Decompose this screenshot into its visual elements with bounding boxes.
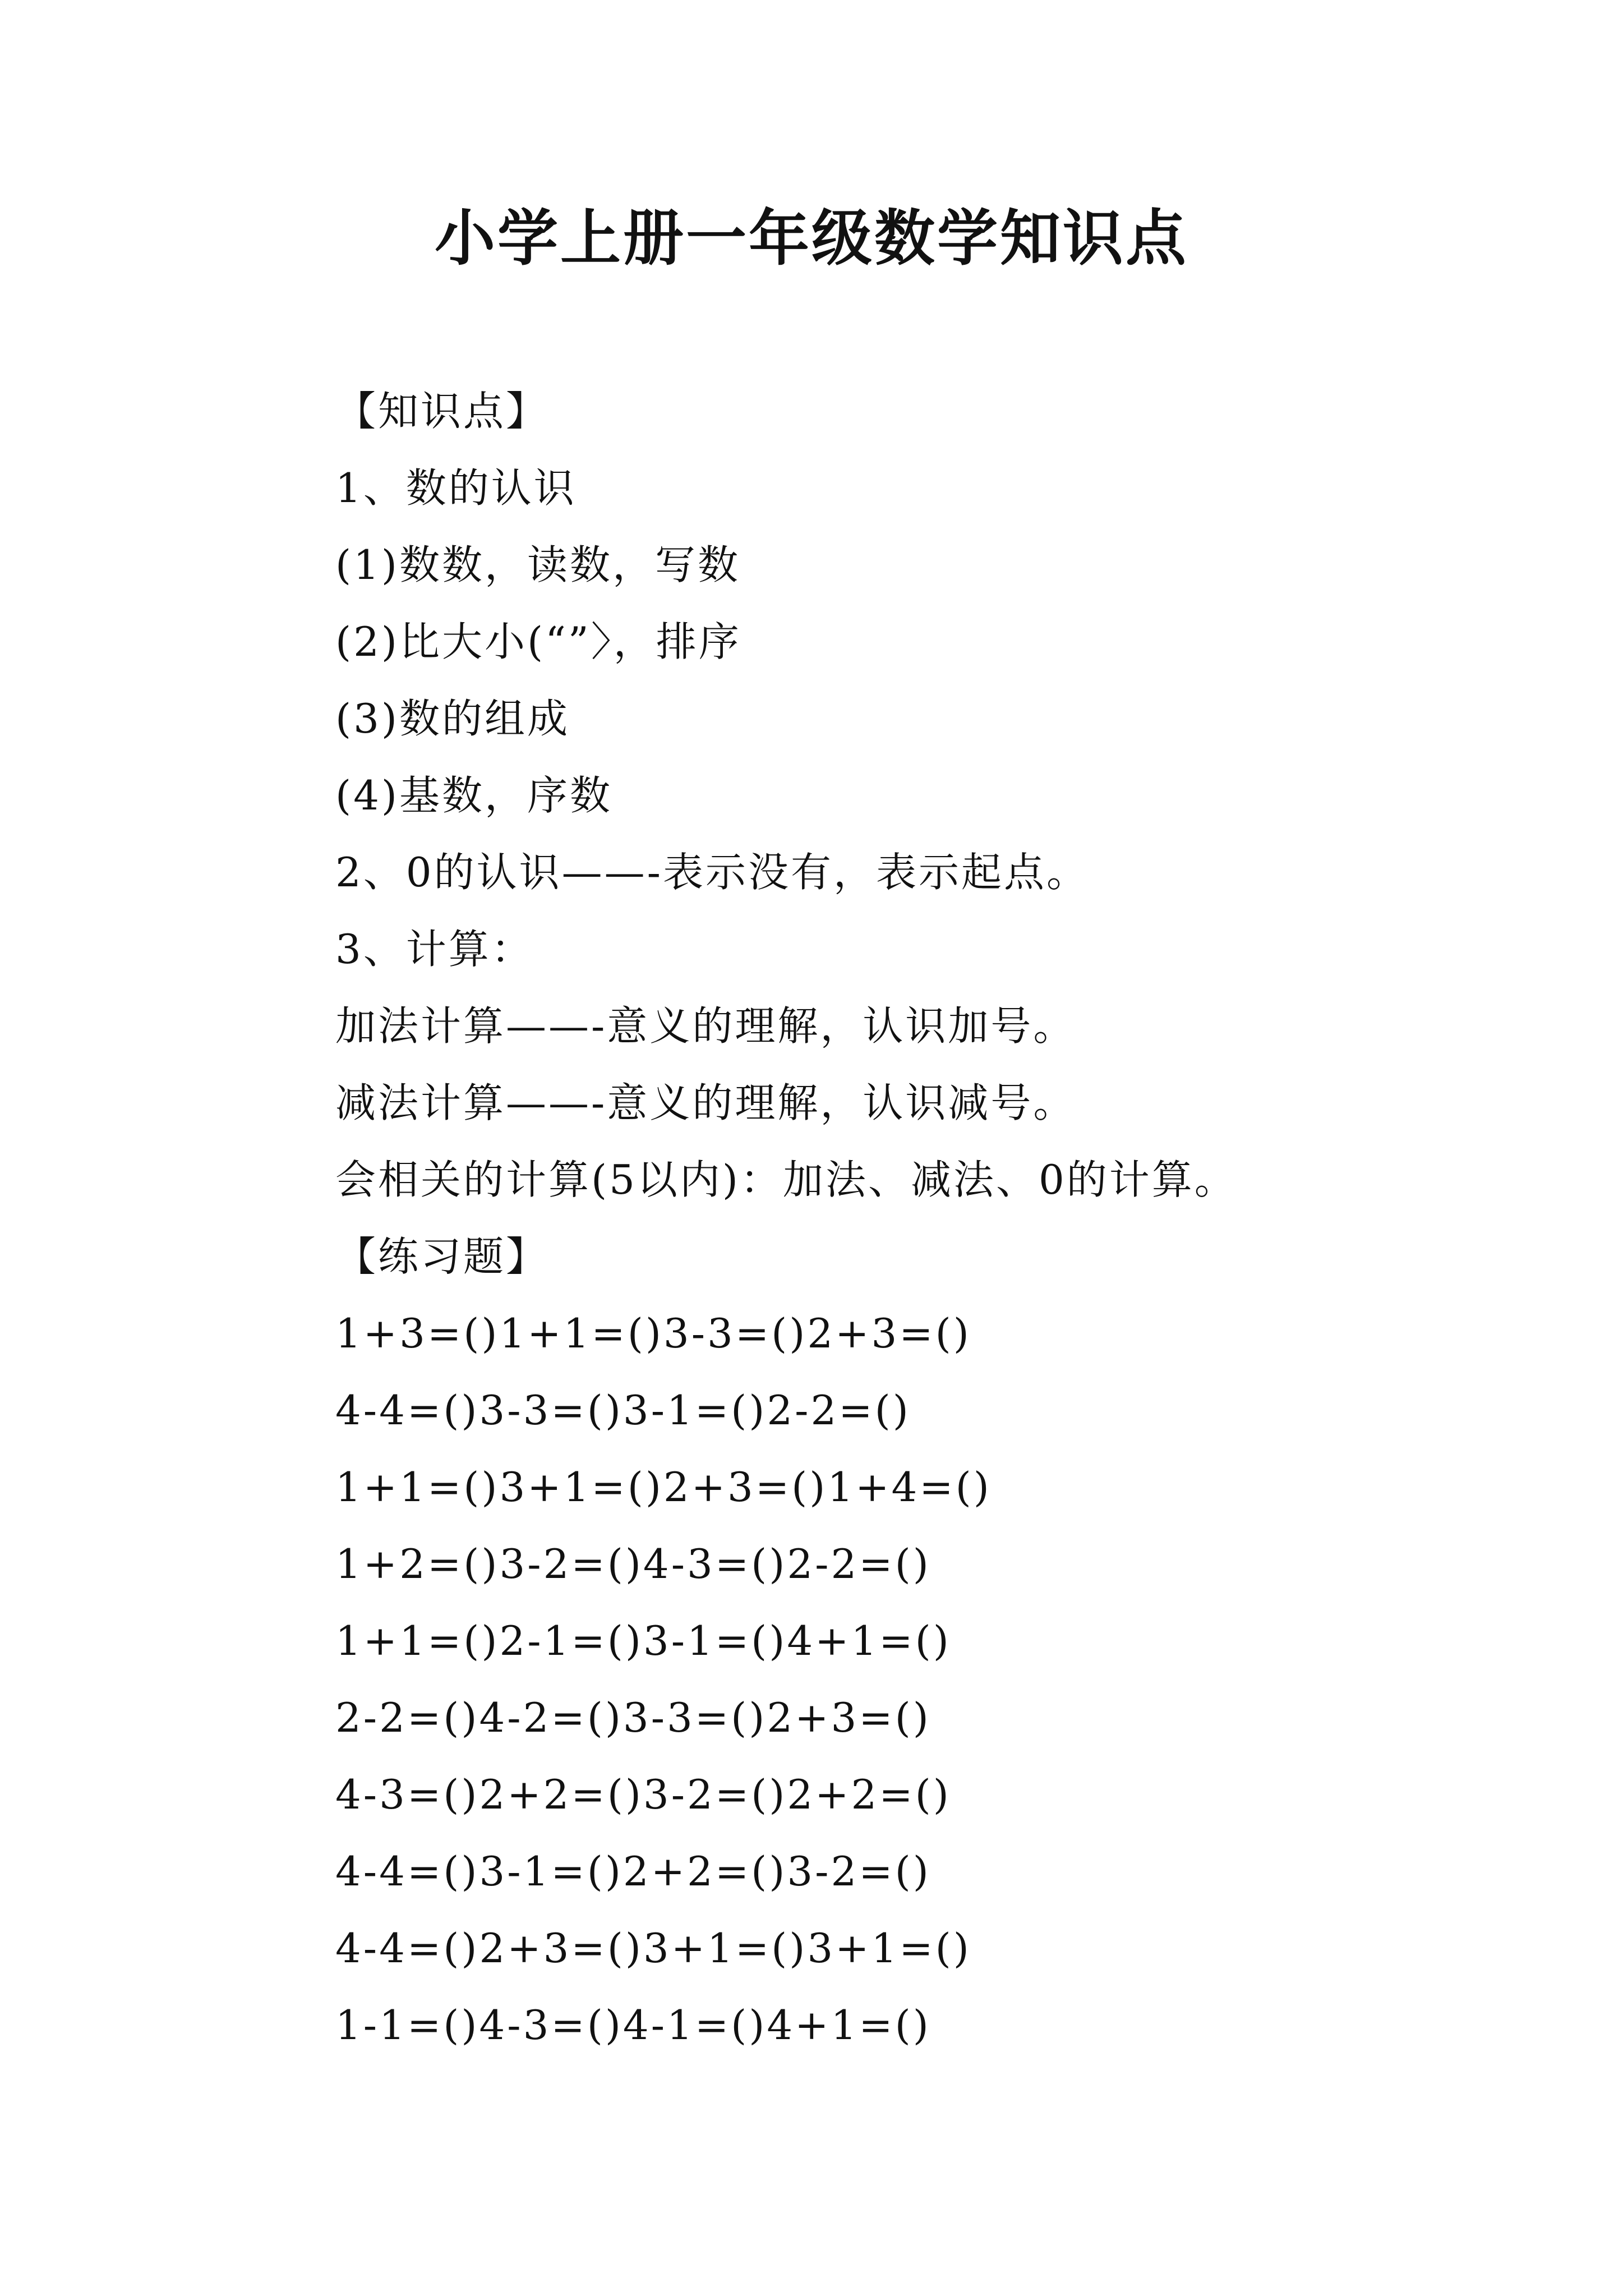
exercise-row: 4-4=()3-3=()3-1=()2-2=() (335, 1387, 911, 1434)
exercise-row: 1+3=()1+1=()3-3=()2+3=() (335, 1310, 971, 1357)
exercise-heading: 【练习题】 (335, 1233, 549, 1280)
knowledge-line: 会相关的计算(5以内)：加法、减法、0的计算。 (335, 1156, 1237, 1203)
exercise-row: 4-4=()2+3=()3+1=()3+1=() (335, 1925, 971, 1972)
knowledge-heading: 【知识点】 (335, 388, 549, 435)
exercise-row: 2-2=()4-2=()3-3=()2+3=() (335, 1694, 931, 1741)
knowledge-line: (4)基数，序数 (335, 772, 612, 819)
exercise-row: 1+2=()3-2=()4-3=()2-2=() (335, 1540, 931, 1588)
knowledge-line: 1、数的认识 (335, 464, 577, 512)
knowledge-line: 2、0的认识——-表示没有，表示起点。 (335, 849, 1089, 896)
exercise-row: 1+1=()2-1=()3-1=()4+1=() (335, 1617, 951, 1664)
page-title: 小学上册一年级数学知识点 (434, 203, 1188, 274)
exercise-row: 4-4=()3-1=()2+2=()3-2=() (335, 1848, 931, 1895)
knowledge-line: (3)数的组成 (335, 695, 570, 742)
document-body (335, 373, 1513, 2064)
knowledge-line: 减法计算——-意义的理解，认识减号。 (335, 1079, 1076, 1126)
knowledge-line: 3、计算： (335, 926, 534, 973)
knowledge-line: (2)比大小(“”〉，排序 (335, 618, 741, 665)
exercise-row: 4-3=()2+2=()3-2=()2+2=() (335, 1771, 951, 1818)
knowledge-line: 加法计算——-意义的理解，认识加号。 (335, 1002, 1076, 1050)
exercise-row: 1+1=()3+1=()2+3=()1+4=() (335, 1464, 992, 1511)
exercise-row: 1-1=()4-3=()4-1=()4+1=() (335, 2001, 931, 2049)
knowledge-line: (1)数数，读数，写数 (335, 541, 740, 588)
